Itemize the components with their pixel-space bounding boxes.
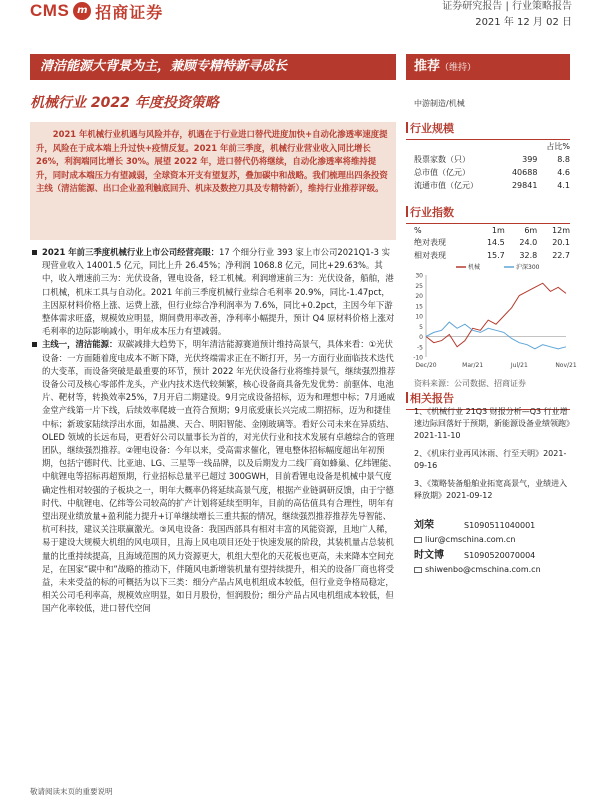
related-reports-title: 相关报告 [406, 390, 570, 410]
y-tick-label: 20 [415, 293, 423, 300]
series-line-1 [426, 283, 566, 347]
y-tick-label: 10 [415, 313, 423, 321]
legend-label: 机械 [468, 264, 481, 271]
bullet-2 [30, 338, 398, 615]
y-tick-label: 30 [415, 272, 423, 280]
report-date: 2021 年 12 月 02 日 [475, 17, 572, 28]
index-row-value: 22.7 [552, 251, 570, 260]
analyst-cert: S1090520070004 [464, 551, 536, 560]
index-col-header: 6m [524, 225, 538, 235]
x-tick-label: Jul/21 [510, 362, 528, 369]
legend-label: 沪深300 [516, 264, 540, 271]
x-tick-label: Nov/21 [555, 362, 577, 369]
scale-row-label: 总市值（亿元） [414, 168, 470, 177]
index-col-header: % [414, 225, 422, 235]
footer-note: 敬请阅读末页的重要说明 [30, 787, 113, 796]
summary-box: 2021 年机械行业机遇与风险并存，机遇在于行业进口替代进度加快+自动化渗透率速度提升，风险在于成本端上升过快+疫情反复。2021 年前三季度，机械行业营业收入同比增长 26%，利润端同比增长 30%。展望 2022 年，进口替代仍将继续，自动化渗透率将维持提升，同时成本端压力有望减弱，全球资本开支有望复苏，叠加碳中和战略。我们梳理出四条投资主线（清洁能源、出口企业盈利触底回升、机床及数控刀具及专精特新），维持行业推荐评级。 [30, 122, 396, 240]
index-row-value: 14.5 [486, 238, 505, 247]
rating-note: （维持） [440, 63, 477, 73]
body-text [30, 246, 398, 616]
industry-scale-title: 行业规模 [406, 120, 570, 140]
index-row-label: 相对表现 [414, 251, 446, 260]
list-item[interactable]: 1、《机械行业 21Q3 财报分析—Q3 行业增速边际回落好于预期，新能源设备业绩领跑》2021-11-10 [414, 407, 570, 440]
email-icon [414, 537, 422, 543]
bullet-2-text: 双碳减排大趋势下，明年清洁能源赛道预计维持高景气，具体来看：①光伏设备：一方面随着度电成本不断下降，光伏终端需求正在不断打开，另一方面行业面临技术迭代的大变革，而设备突破是最重要的环节，预计 2022 年光伏设备行业将维持景气，继续强烈推荐设备公司及核心零部件龙头，产业内技术迭代较频繁，核心设备商具备先发优势：前驱体、电池片、靶材等，转换效率25%，7月开启二期建设。9月完成设备招标，迈为和理想中标；7月通威金堂产线第一片下线，后续效率爬坡一直符合预期；9月底爱康长兴完成二期招标，迈为和捷佳中标；新玻家陆续浮出水面，如晶澳、天合、明阳智能、金刚玻璃等。看好公司未来在异质结、OLED 领域的长远布局，更看好公司以量事长为首的，对光伏行业和技术发展有卓越综合的管理团队，继续强烈推荐。②锂电设备：今年以来，受高需求催化，锂电整体招标幅度超出年初预期，包括宁德时代、比亚迪、LG、三星等一线品牌，以及后期发力二线厂商如蜂巢、亿纬锂能、中航锂电等招标再超预期，行业招标总量平已超过 300GWH，目前看锂电设备是机械中景气度确定性相对较强的子板块之一，明年大概率仍将延续高景气度，根据产业链调研反馈，由于宁德时代、中航锂电、亿纬等公司较高的扩产计划将延续至明年，目前的高估值具有合理性，明年有望出现业绩放量+盈利能力提升+订单继续增长三重共振的情况，继续强烈推荐推荐先导智能、杭可科技，建议关注联赢激光。③风电设备：我国西部具有相对丰富的风能资源，且地广人稀，易于建设大规模大机组的风电项目，且海上风电项目还处于快速发展的阶段，其装机量占总装机量的比重持续提高，且海域范围的风力资源更大，机组大型化的天花板也更高，未来降本空间充足，在国家“碳中和”战略的推动下，伴随风电新增装机量有望持续提升，相关的设备厂商也将受益，未来受益的标的可概括为以下三类：细分产品占风电机组成本较低，但行业竞争格局稳定，相关公司毛利率高，规模效应明显，如日月股份，恒润股份；细分产品占风电机组成本较低，但国产化率较低，进口替代空间 [42, 339, 397, 614]
index-row-label: 绝对表现 [414, 238, 446, 247]
x-tick-label: Mar/21 [462, 362, 484, 369]
scale-row-label: 股票家数（只） [414, 155, 470, 164]
index-col-header: 1m [491, 225, 505, 235]
list-item[interactable]: 3、《策略装备船舶业拓宽高景气，业绩进入释放期》2021-09-12 [414, 479, 568, 500]
bullet-1-text: 17 个细分行业 393 家上市公司2021Q1-3 实现营业收入 14001.5 亿元，同比上升 26.45%；净利润 1068.8 亿元，同比+29.63%。其中，收入增速前三为：光伏设备，锂电设备，轻工机械。利润增速前三为：光伏设备，船舶，港口机械，机床工具与自动化。2021 年前三季度机械行业综合毛利率 20.9%，同比-1.47pct，主因原材料价格上涨、运费上涨，但行业综合净利润率为 7.6%，同比+0.2pct，主因今年下游整体需求旺盛，规模效应明显，期间费用率改善，净利率小幅提升，预计 Q4 原材料价格上涨对毛利率的边际影响减小，明年成本压力有望减弱。 [42, 247, 395, 337]
rating-label: 推荐 [414, 59, 441, 74]
analyst-name: 时文博 [414, 550, 444, 561]
analyst-email[interactable]: shiwenbo@cmschina.com.cn [425, 565, 541, 574]
logo-text: CMS [30, 1, 70, 20]
table-row [414, 236, 570, 249]
index-row-value: 20.1 [552, 238, 570, 247]
index-row-value: 24.0 [519, 238, 538, 247]
table-row [414, 153, 570, 166]
report-meta [442, 0, 572, 30]
scale-col-header: 占比% [546, 142, 570, 151]
x-tick-label: Dec/20 [415, 362, 437, 369]
page-title: 机械行业 2022 年度投资策略 [30, 95, 219, 111]
analyst-2 [414, 546, 570, 574]
y-tick-label: -5 [417, 344, 423, 352]
analyst-name: 刘荣 [414, 520, 434, 531]
scale-row-value: 399 [522, 155, 538, 164]
table-row [414, 140, 570, 153]
list-item[interactable]: 2、《机床行业再风沐雨、行至天明》2021-09-16 [414, 449, 567, 470]
scale-row-pct: 8.8 [557, 155, 570, 164]
scale-row-value: 29841 [511, 181, 538, 190]
bullet-1 [30, 246, 398, 338]
industry-index-title: 行业指数 [406, 204, 570, 224]
email-icon [414, 567, 422, 573]
bullet-2-lead: 主线一，清洁能源： [42, 339, 118, 350]
logo-badge-icon: m [73, 2, 91, 20]
y-tick-label: -10 [413, 354, 423, 362]
index-row-value: 15.7 [486, 251, 505, 260]
index-col-header: 12m [552, 225, 570, 235]
sector-label: 中游制造/机械 [414, 99, 465, 108]
scale-row-pct: 4.1 [557, 181, 570, 190]
scale-row-label: 流通市值（亿元） [414, 181, 478, 190]
y-tick-label: 0 [419, 334, 423, 341]
report-type: 证券研究报告 | 行业策略报告 [442, 1, 572, 12]
table-row [414, 224, 570, 236]
bullet-1-lead: 2021 年前三季度机械行业上市公司经营亮眼： [42, 247, 219, 257]
table-row [414, 166, 570, 179]
y-tick-label: 25 [415, 282, 423, 290]
chart-source: 资料来源：公司数据、招商证券 [414, 379, 526, 388]
index-chart [406, 261, 577, 373]
table-row [414, 179, 570, 192]
series-line-2 [426, 322, 566, 349]
y-tick-label: 5 [419, 323, 423, 331]
industry-scale-table [414, 140, 570, 192]
y-tick-label: 15 [415, 303, 423, 311]
logo-cn: 招商证券 [95, 2, 164, 22]
scale-row-value: 40688 [511, 168, 538, 177]
analyst-email[interactable]: liur@cmschina.com.cn [425, 535, 516, 544]
index-row-value: 32.8 [519, 251, 538, 260]
analyst-1 [414, 516, 570, 544]
industry-index-table [414, 224, 570, 262]
logo [30, 0, 163, 22]
scale-row-pct: 4.6 [557, 168, 570, 177]
headline: 清洁能源大背景为主，兼顾专精特新寻成长 [30, 54, 396, 80]
rating-bar [406, 54, 570, 80]
analyst-cert: S1090511040001 [464, 521, 536, 530]
related-reports-list [414, 406, 570, 508]
